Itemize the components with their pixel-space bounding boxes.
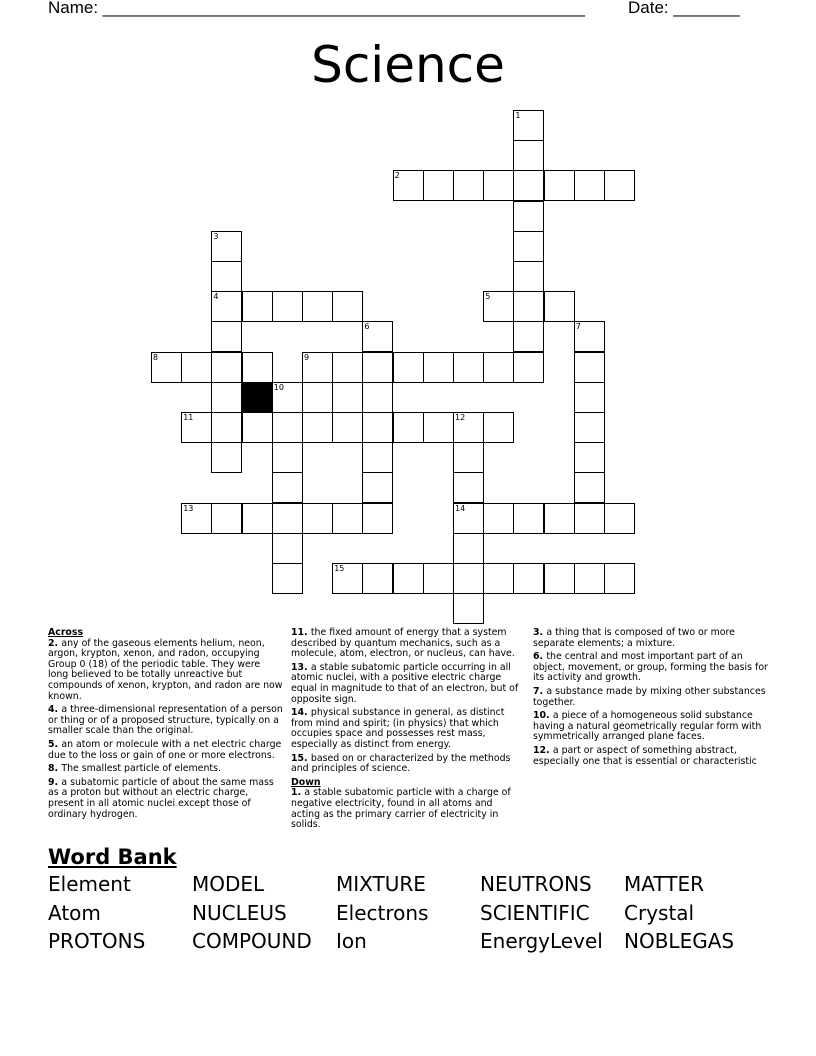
grid-cell[interactable] (453, 503, 484, 534)
clue-item (48, 778, 283, 820)
grid-cell[interactable] (483, 352, 514, 383)
clue-item (291, 628, 523, 660)
word-bank-item: Ion (336, 929, 367, 953)
clue-item (48, 740, 283, 761)
clue-text: physical substance in general, as distinct from mind and spirit; (in physics) that which occupies space and possesses rest mass, especially as distinct from energy. (291, 707, 505, 750)
grid-cell[interactable] (362, 382, 393, 413)
grid-cell[interactable] (211, 231, 242, 262)
grid-cell[interactable] (574, 321, 605, 352)
grid-cell[interactable] (453, 533, 484, 564)
clue-text: a stable subatomic particle occurring in all atomic nuclei, with a positive electric charge equal in magnitude to that of an electron, but of opposite sign. (291, 661, 519, 705)
grid-cell[interactable] (513, 201, 544, 232)
grid-cell[interactable] (272, 291, 303, 322)
grid-cell[interactable] (513, 503, 544, 534)
grid-cell[interactable] (211, 261, 242, 292)
grid-cell[interactable] (181, 412, 212, 443)
page-title: Science (311, 36, 505, 94)
header (48, 0, 748, 20)
clue-item (533, 628, 773, 649)
clue-number: 15 (334, 564, 345, 573)
across-clues-part2 (291, 628, 523, 775)
word-bank-item: NUCLEUS (192, 900, 287, 925)
clue-text: a three-dimensional representation of a person or thing or of a proposed structure, typically on a smaller scale than the original. (48, 704, 283, 737)
grid-cell[interactable] (483, 412, 514, 443)
grid-cell[interactable] (513, 170, 544, 201)
grid-cell[interactable] (544, 563, 575, 594)
name-field: Name: ___________________________________________________ (48, 0, 585, 17)
word-bank-item: NOBLEGAS (624, 929, 735, 953)
grid-cell[interactable] (302, 503, 333, 534)
grid-cell[interactable] (483, 503, 514, 534)
grid-cell[interactable] (211, 382, 242, 413)
grid-cell[interactable] (574, 503, 605, 534)
grid-cell[interactable] (453, 593, 484, 624)
clue-number: 6 (364, 322, 370, 332)
grid-cell[interactable] (544, 170, 575, 201)
clue-num: 3. (533, 627, 547, 638)
grid-cell[interactable] (332, 382, 363, 413)
clue-num: 15. (291, 752, 311, 764)
clue-number: 12 (455, 413, 466, 422)
grid-cell[interactable] (513, 140, 544, 171)
grid-cell[interactable] (574, 382, 605, 413)
grid-cell[interactable] (272, 442, 303, 473)
clue-text: the fixed amount of energy that a system described by quantum mechanics, such as a molecule, atom, electron, or nucleus, can have. (291, 627, 515, 660)
clue-text: an atom or molecule with a net electric charge due to the loss or gain of one or more electrons. (48, 738, 282, 761)
grid-cell[interactable] (362, 321, 393, 352)
word-bank-item: Electrons (336, 900, 429, 925)
block-cell (242, 382, 273, 413)
date-field: Date: _______ (628, 0, 740, 17)
clue-num: 11. (291, 627, 311, 638)
grid-cell[interactable] (362, 503, 393, 534)
grid-cell[interactable] (574, 472, 605, 503)
grid-cell[interactable] (513, 261, 544, 292)
word-bank-item: MIXTURE (336, 872, 426, 896)
grid-cell[interactable] (302, 291, 333, 322)
grid-cell[interactable] (423, 412, 454, 443)
clue-item (533, 652, 773, 684)
clue-text: a stable subatomic particle with a charge of negative electricity, found in all atoms and acting as the primary carrier of electricity in solids. (291, 787, 511, 831)
clue-num: 14. (291, 707, 311, 719)
clue-num: 4. (48, 704, 62, 716)
across-clues-part1 (48, 639, 283, 821)
grid-cell[interactable] (423, 352, 454, 383)
grid-cell[interactable] (362, 563, 393, 594)
word-bank-item: PROTONS (48, 929, 146, 953)
grid-cell[interactable] (332, 563, 363, 594)
grid-cell[interactable] (272, 503, 303, 534)
grid-cell[interactable] (453, 563, 484, 594)
clue-num: 5. (48, 738, 62, 750)
grid-cell[interactable] (211, 412, 242, 443)
word-bank-item: MATTER (624, 872, 704, 896)
grid-cell[interactable] (513, 110, 544, 141)
clue-text: the central and most important part of an object, movement, or group, forming the basis for its activity and growth. (533, 651, 768, 684)
grid-cell[interactable] (513, 231, 544, 262)
grid-cell[interactable] (513, 352, 544, 383)
clue-text: based on or characterized by the methods and principles of science. (291, 752, 511, 775)
grid-cell[interactable] (151, 352, 182, 383)
word-bank-item: Atom (48, 900, 101, 925)
grid-cell[interactable] (393, 170, 424, 201)
grid-cell[interactable] (604, 563, 635, 594)
grid-cell[interactable] (211, 352, 242, 383)
grid-cell[interactable] (362, 442, 393, 473)
grid-cell[interactable] (604, 503, 635, 534)
clue-item (48, 764, 283, 775)
grid-cell[interactable] (423, 563, 454, 594)
clue-item (533, 687, 773, 708)
grid-cell[interactable] (574, 442, 605, 473)
clue-number: 3 (213, 231, 219, 241)
clue-num: 2. (48, 637, 62, 649)
grid-cell[interactable] (272, 382, 303, 413)
clue-column-3 (533, 628, 773, 770)
grid-cell[interactable] (211, 503, 242, 534)
word-bank-item: Crystal (624, 900, 695, 925)
grid-cell[interactable] (242, 352, 273, 383)
grid-cell[interactable] (332, 352, 363, 383)
clue-item (291, 788, 523, 830)
grid-cell[interactable] (393, 352, 424, 383)
grid-cell[interactable] (604, 170, 635, 201)
grid-cell[interactable] (332, 291, 363, 322)
grid-cell[interactable] (483, 291, 514, 322)
clue-number: 1 (515, 111, 521, 120)
grid-cell[interactable] (302, 352, 333, 383)
grid-cell[interactable] (302, 382, 333, 413)
clue-item (533, 711, 773, 743)
grid-cell[interactable] (181, 503, 212, 534)
grid-cell[interactable] (453, 472, 484, 503)
grid-cell[interactable] (211, 321, 242, 352)
clue-num: 1. (291, 787, 305, 799)
word-bank-title: Word Bank (48, 845, 177, 869)
clue-number: 13 (183, 503, 194, 513)
clue-item (48, 705, 283, 737)
clue-column-1 (48, 628, 283, 823)
clue-text: a subatomic particle of about the same mass as a proton but without an electric charge, present in all atomic nuclei except those of ordinary hydrogen. (48, 776, 274, 820)
grid-cell[interactable] (513, 563, 544, 594)
word-bank (48, 872, 788, 958)
grid-cell[interactable] (513, 291, 544, 322)
clue-number: 2 (394, 171, 400, 181)
clue-text: a piece of a homogeneous solid substance having a natural geometrically regular form with symmetrically arranged plane faces. (533, 710, 762, 743)
grid-cell[interactable] (574, 563, 605, 594)
clue-num: 13. (291, 661, 311, 673)
grid-cell[interactable] (362, 472, 393, 503)
grid-cell[interactable] (272, 412, 303, 443)
clue-item (291, 663, 523, 705)
grid-cell[interactable] (393, 412, 424, 443)
clue-text: a part or aspect of something abstract, especially one that is essential or characteristic (533, 744, 757, 767)
grid-cell[interactable] (393, 563, 424, 594)
grid-cell[interactable] (211, 291, 242, 322)
clue-text: The smallest particle of elements. (61, 763, 221, 775)
clue-number: 9 (304, 352, 310, 362)
grid-cell[interactable] (272, 472, 303, 503)
grid-cell[interactable] (453, 442, 484, 473)
grid-cell[interactable] (544, 503, 575, 534)
clue-num: 6. (533, 651, 547, 663)
grid-cell[interactable] (483, 563, 514, 594)
across-heading: Across (48, 627, 84, 638)
grid-cell[interactable] (211, 442, 242, 473)
clue-num: 12. (533, 744, 553, 756)
grid-cell[interactable] (574, 412, 605, 443)
down-heading: Down (291, 776, 321, 788)
grid-cell[interactable] (574, 170, 605, 201)
grid-cell[interactable] (272, 563, 303, 594)
grid-cell[interactable] (362, 412, 393, 443)
clue-num: 9. (48, 776, 62, 788)
clue-item (291, 708, 523, 750)
clue-text: any of the gaseous elements helium, neon, argon, krypton, xenon, and radon, occupying Group 0 (18) of the periodic table. They were long believed to be totally unreactive but compounds of xenon, krypton, and radon are now known. (48, 637, 283, 702)
word-bank-item: EnergyLevel (480, 929, 603, 953)
grid-cell[interactable] (453, 170, 484, 201)
grid-cell[interactable] (574, 352, 605, 383)
grid-cell[interactable] (181, 352, 212, 383)
clue-item (48, 639, 283, 703)
clue-number: 4 (213, 292, 219, 302)
clue-column-2 (291, 628, 523, 834)
grid-cell[interactable] (332, 503, 363, 534)
grid-cell[interactable] (513, 321, 544, 352)
clue-number: 5 (485, 292, 491, 302)
grid-cell[interactable] (423, 170, 454, 201)
down-clues-part2 (533, 628, 773, 767)
grid-cell[interactable] (362, 352, 393, 383)
word-bank-item: SCIENTIFIC (480, 900, 590, 925)
clue-text: a substance made by mixing other substances together. (533, 685, 766, 708)
clue-number: 8 (153, 352, 159, 362)
down-clues-part1 (291, 788, 523, 830)
word-bank-item: Element (48, 872, 131, 896)
grid-cell[interactable] (242, 503, 273, 534)
word-bank-item: MODEL (192, 872, 265, 896)
clue-number: 14 (455, 503, 466, 513)
grid-cell[interactable] (453, 352, 484, 383)
clue-num: 7. (533, 685, 547, 697)
clue-number: 7 (575, 322, 581, 332)
clue-num: 10. (533, 710, 553, 722)
word-bank-item: COMPOUND (192, 929, 312, 953)
grid-cell[interactable] (544, 291, 575, 322)
word-bank-item: NEUTRONS (480, 872, 592, 896)
grid-cell[interactable] (302, 412, 333, 443)
clue-item (291, 754, 523, 775)
grid-cell[interactable] (453, 412, 484, 443)
grid-cell[interactable] (272, 533, 303, 564)
clue-number: 10 (273, 382, 284, 392)
clue-num: 8. (48, 763, 62, 775)
grid-cell[interactable] (483, 170, 514, 201)
clue-item (533, 746, 773, 767)
grid-cell[interactable] (242, 291, 273, 322)
grid-cell[interactable] (332, 412, 363, 443)
grid-cell[interactable] (242, 412, 273, 443)
clue-number: 11 (183, 413, 194, 422)
clue-text: a thing that is composed of two or more separate elements; a mixture. (533, 627, 735, 649)
